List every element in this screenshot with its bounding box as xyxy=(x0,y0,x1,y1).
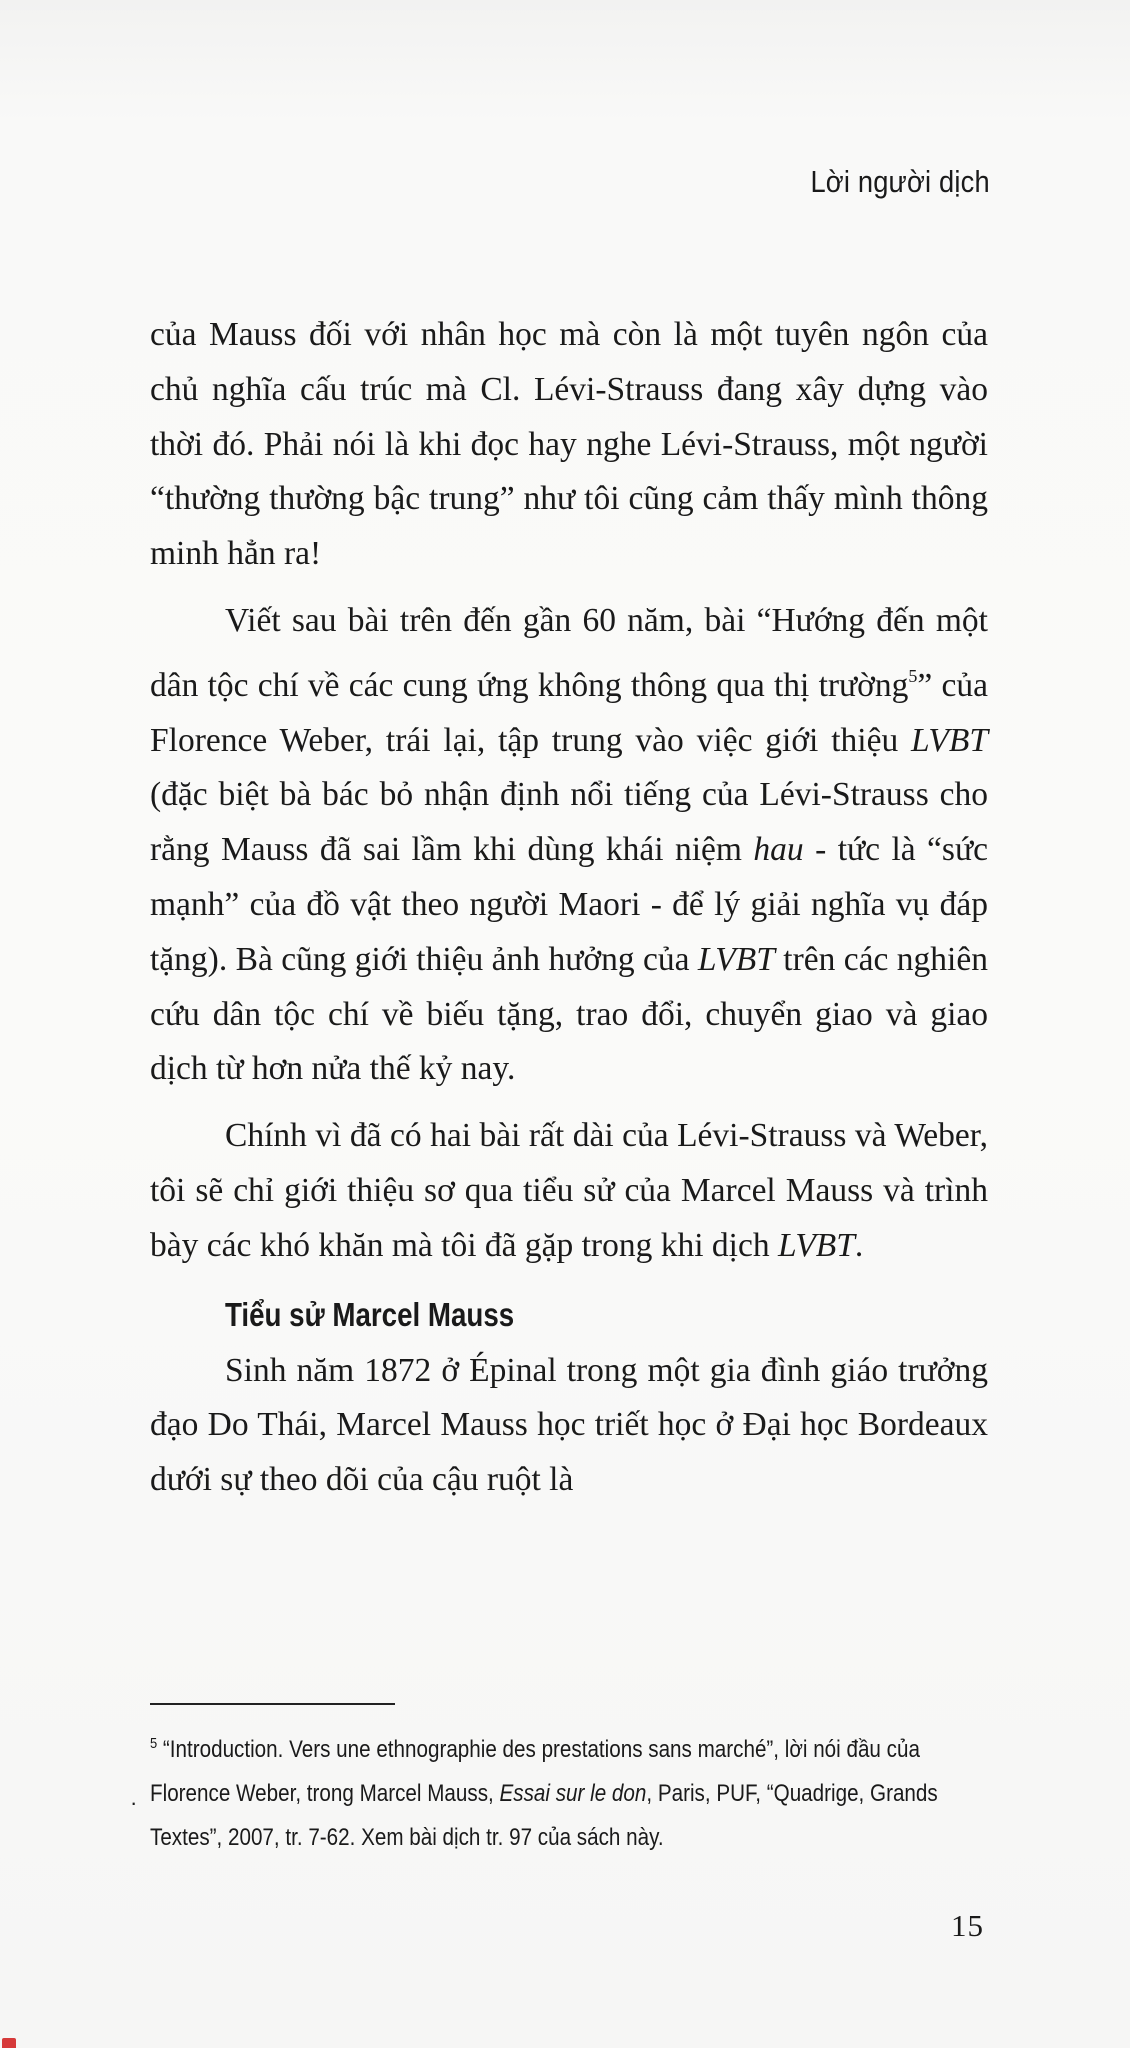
footnote-text: “Introduction. Vers une ethnographie des prestations sans marché”, lời nói đầu của Florence Weber, trong Marcel Mauss, xyxy=(150,1736,920,1807)
footnote-ref: 5 xyxy=(908,665,918,686)
footnote-divider xyxy=(150,1703,395,1705)
red-edge-mark xyxy=(2,2038,16,2048)
paragraph-continuation: của Mauss đối với nhân học mà còn là một tuyên ngôn của chủ nghĩa cấu trúc mà Cl. Lévi-Strauss đang xây dựng vào thời đó. Phải nói là khi đọc hay nghe Lévi-Strauss, một người “thường thường bậc trung” như tôi cũng cảm thấy mình thông minh hẳn ra! xyxy=(150,316,988,573)
italic-lvbt: LVBT xyxy=(777,1226,855,1264)
page-number: 15 xyxy=(951,1908,984,1943)
footnote xyxy=(150,1722,1000,1860)
margin-dot: · xyxy=(130,1790,138,1815)
body-text xyxy=(150,308,988,1508)
footnote-italic-title: Essai sur le don xyxy=(499,1780,647,1807)
text-run: trên các nghiên cứu dân tộc chí về biếu tặng, trao đổi, chuyển giao và giao dịch từ hơn nửa thế kỷ nay. xyxy=(150,940,988,1088)
text-run: (đặc biệt bà bác bỏ nhận định nổi tiếng của Lévi-Strauss cho rằng Mauss đã sai lầm khi dùng khái niệm xyxy=(150,776,988,869)
text-run: ” của Florence Weber, trái lại, tập trung vào việc giới thiệu xyxy=(150,666,988,759)
paragraph-weber xyxy=(150,594,988,1097)
footnote-number: 5 xyxy=(150,1735,158,1752)
text-run: - tức là “sức mạnh” của đồ vật theo người Maori - để lý giải nghĩa vụ đáp tặng). Bà cũng giới thiệu ảnh hưởng của xyxy=(150,831,988,978)
running-head: Lời người dịch xyxy=(810,164,990,199)
italic-hau: hau xyxy=(753,831,804,869)
italic-lvbt: LVBT xyxy=(911,721,988,759)
paragraph-intro xyxy=(150,1109,988,1273)
text-run: Chính vì đã có hai bài rất dài của Lévi-Strauss và Weber, tôi sẽ chỉ giới thiệu sơ qua tiểu sử của Marcel Mauss và trình bày các khó khăn mà tôi đã gặp trong khi dịch xyxy=(150,1117,988,1264)
text-run: . xyxy=(854,1226,864,1264)
italic-lvbt: LVBT xyxy=(697,940,775,978)
section-heading: Tiểu sử Marcel Mauss xyxy=(225,1295,515,1333)
paragraph-biography: Sinh năm 1872 ở Épinal trong một gia đình giáo trưởng đạo Do Thái, Marcel Mauss học triết học ở Đại học Bordeaux dưới sự theo dõi của cậu ruột là xyxy=(150,1351,988,1499)
text-run: Viết sau bài trên đến gần 60 năm, bài “Hướng đến một dân tộc chí về các cung ứng không thông qua thị trường xyxy=(150,601,988,704)
footnote-text: , Paris, PUF, “Quadrige, Grands Textes”, 2007, tr. 7-62. Xem bài dịch tr. 97 của sách này. xyxy=(150,1780,938,1851)
